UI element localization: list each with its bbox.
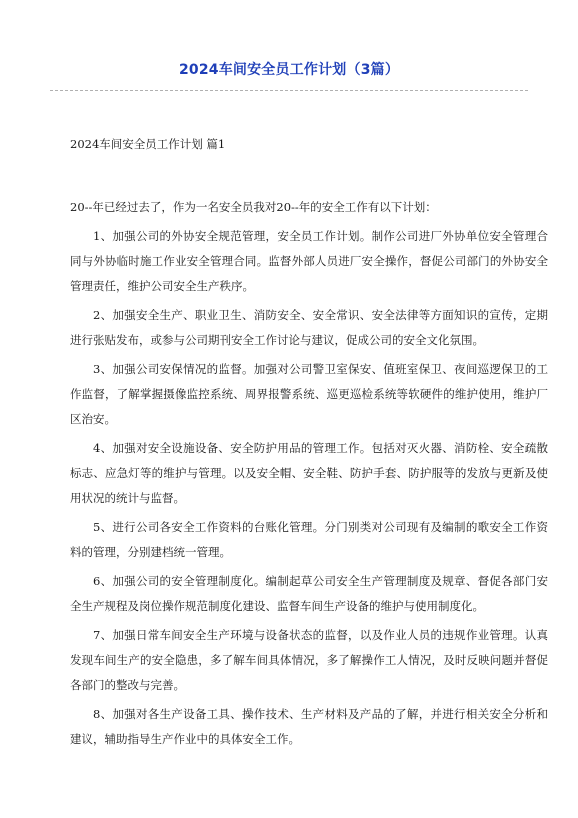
paragraph-item-6: 6、加强公司的安全管理制度化。编制起草公司安全生产管理制度及规章、督促各部门安全生产规程及岗位操作规范制度化建设、监督车间生产设备的维护与使用制度化。	[70, 574, 548, 613]
paragraph-item-4: 4、加强对安全设施设备、安全防护用品的管理工作。包括对灭火器、消防栓、安全疏散标志、应急灯等的维护与管理。以及安全帽、安全鞋、防护手套、防护服等的发放与更新及使用状况的统计与监督。	[70, 441, 548, 505]
paragraph-item-3: 3、加强公司安保情况的监督。加强对公司警卫室保安、值班室保卫、夜间巡逻保卫的工作监督，了解掌握摄像监控系统、周界报警系统、巡更巡检系统等软硬件的维护使用，维护厂区治安。	[70, 362, 548, 426]
document-title: 2024车间安全员工作计划（3篇）	[178, 62, 400, 78]
paragraph-item-2: 2、加强安全生产、职业卫生、消防安全、安全常识、安全法律等方面知识的宣传，定期进行张贴发布，或参与公司期刊安全工作讨论与建议，促成公司的安全文化氛围。	[70, 308, 548, 347]
paragraph-intro: 20--年已经过去了，作为一名安全员我对20--年的安全工作有以下计划：	[70, 200, 437, 214]
section-heading: 2024车间安全员工作计划 篇1	[70, 137, 226, 151]
paragraph-item-7: 7、加强日常车间安全生产环境与设备状态的监督，以及作业人员的违规作业管理。认真发现车间生产的安全隐患，多了解车间具体情况，多了解操作工人情况，及时反映问题并督促各部门的整改与完善。	[70, 628, 548, 692]
paragraph-item-8: 8、加强对各生产设备工具、操作技术、生产材料及产品的了解，并进行相关安全分析和建议，辅助指导生产作业中的具体安全工作。	[70, 707, 548, 746]
paragraph-item-1: 1、加强公司的外协安全规范管理，安全员工作计划。制作公司进厂外协单位安全管理合同与外协临时施工作业安全管理合同。监督外部人员进厂安全操作，督促公司部门的外协安全管理责任，维护公司安全生产秩序。	[70, 229, 548, 293]
paragraph-item-5: 5、进行公司各安全工作资料的台账化管理。分门别类对公司现有及编制的歌安全工作资料的管理，分别建档统一管理。	[70, 520, 548, 559]
title-divider	[50, 90, 528, 91]
document-body	[70, 195, 548, 756]
